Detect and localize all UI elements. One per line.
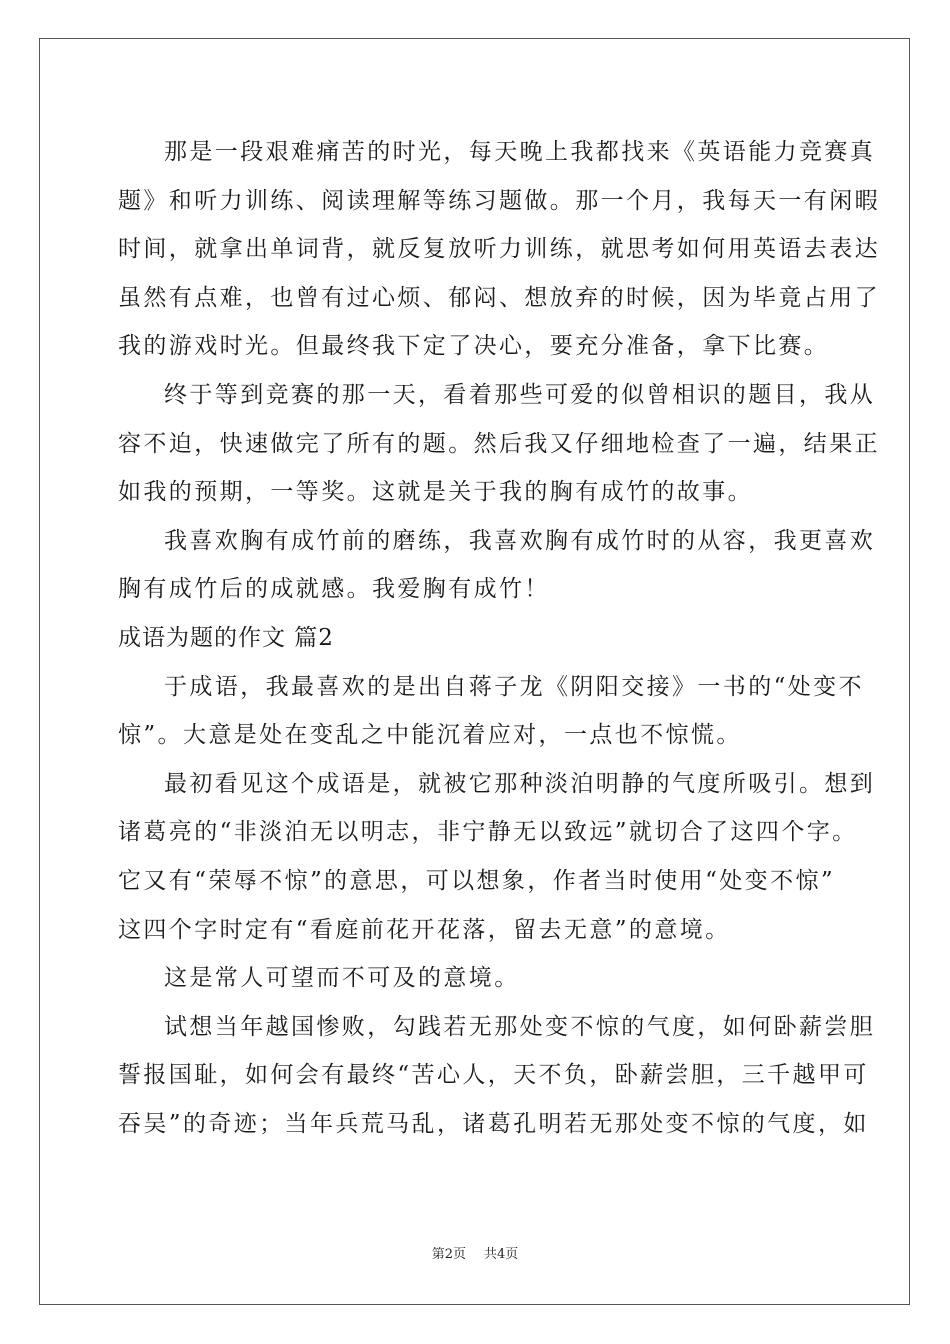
- page-footer: [0, 1243, 950, 1262]
- text-line: 我喜欢胸有成竹前的磨练，我喜欢胸有成竹时的从容，我更喜欢: [164, 527, 876, 554]
- text-line: 我的游戏时光。但最终我下定了决心，要充分准备，拿下比赛。: [118, 333, 830, 360]
- page-total: 共4页: [484, 1247, 519, 1262]
- text-line: 终于等到竞赛的那一天，看着那些可爱的似曾相识的题目，我从: [164, 381, 876, 408]
- text-line: 于成语，我最喜欢的是出自蒋子龙《阴阳交接》一书的“处变不: [164, 673, 864, 700]
- paragraph-1: [118, 128, 880, 371]
- text-line: 这四个字时定有“看庭前花开花落，留去无意”的意境。: [118, 916, 731, 943]
- text-line: 惊”。大意是处在变乱之中能沉着应对，一点也不惊慌。: [118, 722, 742, 749]
- text-line: 吞吴”的奇迹；当年兵荒马乱，诸葛孔明若无那处变不惊的气度，如: [118, 1110, 869, 1137]
- section-heading: [118, 614, 838, 663]
- text-line: 虽然有点难，也曾有过心烦、郁闷、想放弃的时候，因为毕竟占用了: [118, 284, 880, 311]
- text-line: 题》和听力训练、阅读理解等练习题做。那一个月，我每天一有闲暇: [118, 187, 880, 214]
- document-body: [118, 128, 880, 1148]
- text-line: 胸有成竹后的成就感。我爱胸有成竹！: [118, 576, 550, 603]
- text-line: 如我的预期，一等奖。这就是关于我的胸有成竹的故事。: [118, 479, 753, 506]
- text-line: 诸葛亮的“非淡泊无以明志，非宁静无以致远”就切合了这四个字。: [118, 819, 858, 846]
- text-line: 誓报国耻，如何会有最终“苦心人，天不负，卧薪尝胆，三千越甲可: [118, 1062, 869, 1089]
- paragraph-2: [118, 371, 880, 517]
- text-line: 时间，就拿出单词背，就反复放听力训练，就思考如何用英语去表达: [118, 236, 880, 263]
- paragraph-7: [118, 1003, 876, 1149]
- paragraph-5: [118, 760, 876, 954]
- text-line: 它又有“荣辱不惊”的意思，可以想象，作者当时使用“处变不惊”: [118, 867, 836, 894]
- page-number: 第2页: [431, 1247, 466, 1262]
- paragraph-4: [118, 663, 864, 760]
- text-line: 最初看见这个成语是，就被它那种淡泊明静的气度所吸引。想到: [164, 770, 876, 797]
- text-line: 这是常人可望而不可及的意境。: [164, 965, 520, 992]
- text-line: 那是一段艰难痛苦的时光，每天晚上我都找来《英语能力竞赛真: [164, 139, 876, 165]
- heading-text: 成语为题的作文 篇2: [118, 624, 334, 651]
- paragraph-6: [118, 954, 838, 1003]
- paragraph-3: [118, 517, 876, 614]
- text-line: 容不迫，快速做完了所有的题。然后我又仔细地检查了一遍，结果正: [118, 430, 880, 457]
- text-line: 试想当年越国惨败，勾践若无那处变不惊的气度，如何卧薪尝胆: [164, 1013, 876, 1040]
